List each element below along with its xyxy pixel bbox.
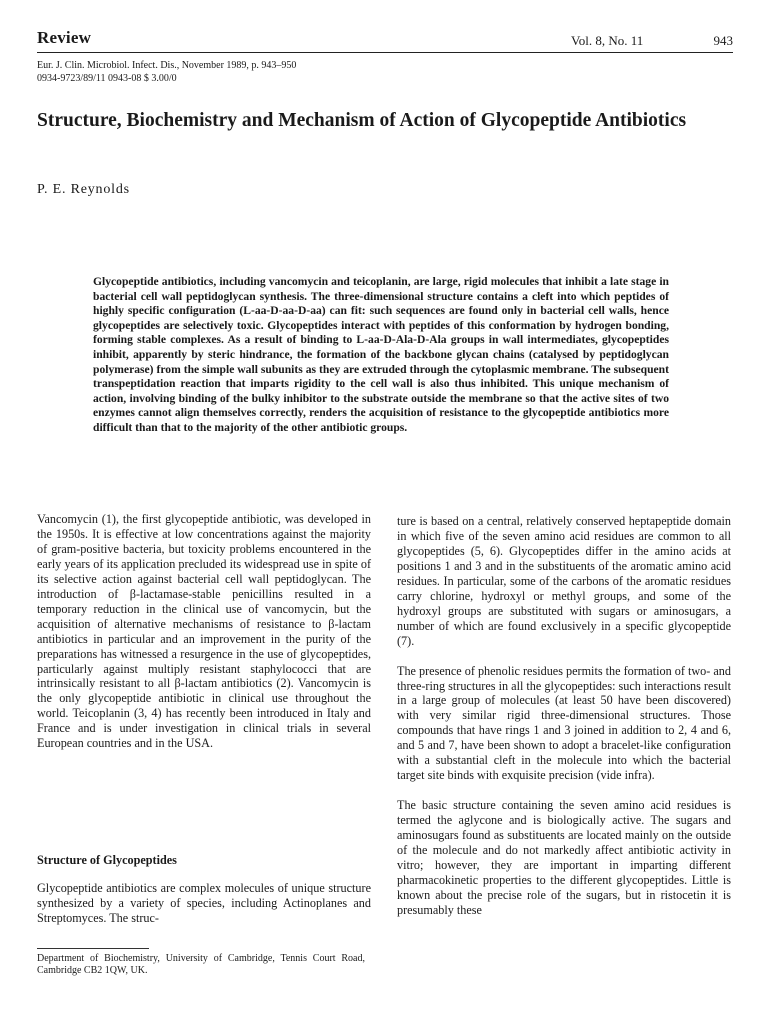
abstract: Glycopeptide antibiotics, including vancomycin and teicoplanin, are large, rigid molecules that inhibit a late stage in bacterial cell wall peptidoglycan synthesis. The three-dimensional structure contains a cleft into which peptides of highly specific configuration (L-aa-D-aa-D-aa) can fit: such sequences are found only in bacterial cell walls, hence glycopeptides are selectively toxic. Glycopeptides interact with peptides of this conformation by hydrogen bonding, forming stable complexes. As a result of binding to L-aa-D-Ala-D-Ala groups in wall intermediates, glycopeptides inhibit, apparently by steric hindrance, the formation of the backbone glycan chains (catalysed by peptidoglycan polymerase) from the simple wall subunits as they are extruded through the cytoplasmic membrane. The subsequent transpeptidation reaction that imparts rigidity to the cell wall is also thus inhibited. This unique mechanism of action, involving binding of the bulky inhibitor to the substrate outside the membrane so that the active sites of two enzymes cannot align themselves correctly, renders the acquisition of resistance to the glycopeptide antibiotics more difficult than that to the majority of the other antibiotic groups.	[93, 275, 669, 434]
citation-block	[37, 59, 296, 85]
footnote-rule	[37, 948, 149, 949]
article-title: Structure, Biochemistry and Mechanism of Action of Glycopeptide Antibiotics	[37, 110, 687, 131]
left-column-top	[37, 512, 371, 751]
running-head	[37, 28, 733, 52]
body-paragraph: Glycopeptide antibiotics are complex molecules of unique structure synthesized by a variety of species, including Actinoplanes and Streptomyces. The struc-	[37, 881, 371, 925]
author-name: P. E. Reynolds	[37, 182, 130, 197]
volume-issue: Vol. 8, No. 11	[571, 33, 644, 48]
left-column-bottom	[37, 881, 371, 926]
author-affiliation: Department of Biochemistry, University of Cambridge, Tennis Court Road, Cambridge CB2 1QW, UK.	[37, 953, 365, 977]
body-paragraph: The basic structure containing the seven amino acid residues is termed the aglycone and is biologically active. The sugars and aminosugars found as substituents are located mainly on the outside of the molecule and do not markedly affect antibiotic activity in vitro; however, they are important in imparting different pharmacokinetic properties to the different glycopeptides. Little is known about the precise role of the sugars, but in ristocetin it is presumably these	[397, 798, 731, 917]
header-rule	[37, 52, 733, 53]
body-paragraph: ture is based on a central, relatively conserved heptapeptide domain in which five of the seven amino acid residues are common to all glycopeptides (5, 6). Glycopeptides differ in the amino acids at positions 1 and 3 and in the substituents of the aromatic amino acid residues. In particular, some of the carbons of the aromatic residues carry chlorine, hydroxyl or methyl groups, and some of the hydroxyl groups are substituted with sugars or aminosugars, a number of which are found exclusively in a specific glycopeptide (7).	[397, 514, 731, 648]
page-number: 943	[713, 33, 733, 48]
article-code: 0934-9723/89/11 0943-08 $ 3.00/0	[37, 73, 177, 84]
section-heading: Structure of Glycopeptides	[37, 853, 177, 867]
body-paragraph: Vancomycin (1), the first glycopeptide antibiotic, was developed in the 1950s. It is effective at low concentrations against the majority of gram-positive bacteria, but toxicity problems encountered in the early years of its application precluded its widespread use in spite of its selective action against bacterial cell wall peptidoglycan. The introduction of β-lactamase-stable penicillins resulted in a temporary reduction in the clinical use of vancomycin, but the acquisition of alternative mechanisms of resistance to β-lactam antibiotics in particular and an improvement in the purity of the preparations has witnessed a resurgence in the use of glycopeptides, particularly against multiply resistant staphylococci that are intrinsically resistant to all β-lactam antibiotics (2). Vancomycin is the only glycopeptide antibiotic in clinical use throughout the world. Teicoplanin (3, 4) has recently been introduced in Italy and France and is under investigation in clinical trials in several European countries and in the USA.	[37, 512, 371, 751]
body-paragraph: The presence of phenolic residues permits the formation of two- and three-ring structures in all the glycopeptides: such interactions result in a large group of molecules (at least 50 have been discovered) with very similar rigid three-dimensional structures. Those compounds that have rings 1 and 3 joined in addition to 2, 4 and 6, and 5 and 7, have been shown to adopt a bracelet-like configuration with a substantial cleft in the molecule into which the bacterial target site binds with exquisite precision (vide infra).	[397, 663, 731, 783]
section-label: Review	[37, 28, 92, 47]
journal-citation: Eur. J. Clin. Microbiol. Infect. Dis., November 1989, p. 943–950	[37, 60, 297, 71]
right-column	[397, 514, 731, 918]
